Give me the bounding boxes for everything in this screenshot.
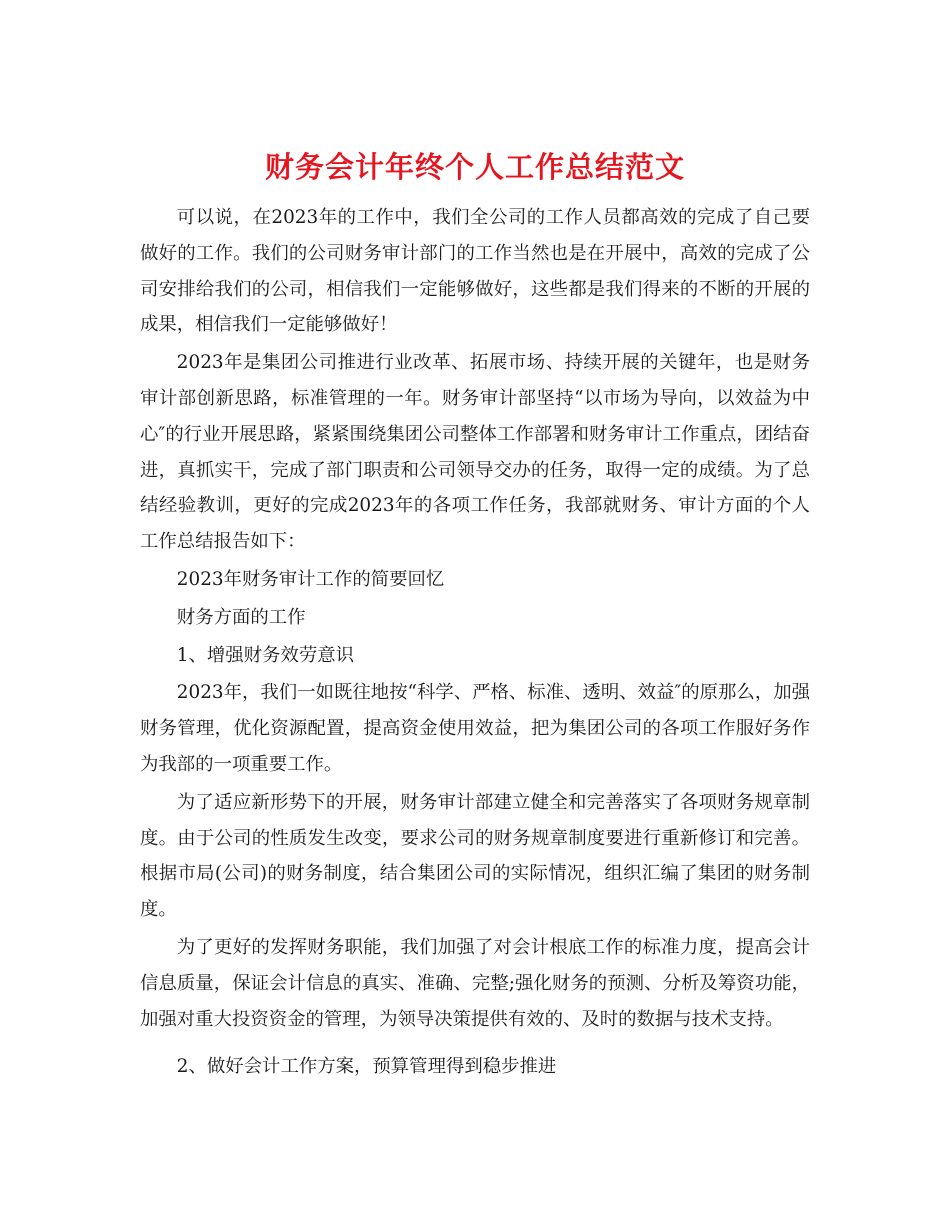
- subsection-heading-budget: 2、做好会计工作方案，预算管理得到稳步推进: [176, 1056, 557, 1078]
- paragraph-regulations: 为了适应新形势下的开展，财务审计部建立健全和完善落实了各项财务规章制度。由于公司的性质发生改变，要求公司的财务规章制度要进行重新修订和完善。根据市局(公司)的财务制度，结合集团公司的实际情况，组织汇编了集团的财务制度。: [140, 791, 810, 921]
- paragraph-accounting: 为了更好的发挥财务职能，我们加强了对会计根底工作的标准力度，提高会计信息质量，保证会计信息的真实、准确、完整;强化财务的预测、分析及筹资功能，加强对重大投资资金的管理，为领导决策提供有效的、及时的数据与技术支持。: [140, 936, 810, 1030]
- paragraph-service: 2023年，我们一如既往地按“科学、严格、标准、透明、效益″的原那么，加强财务管理，优化资源配置，提高资金使用效益，把为集团公司的各项工作服好务作为我部的一项重要工作。: [140, 682, 810, 775]
- document-body: [140, 200, 810, 1085]
- document-title: 财务会计年终个人工作总结范文: [264, 150, 685, 185]
- subsection-heading-service: 1、增强财务效劳意识: [176, 644, 355, 666]
- paragraph-intro: 可以说，在2023年的工作中，我们全公司的工作人员都高效的完成了自己要做好的工作。我们的公司财务审计部门的工作当然也是在开展中，高效的完成了公司安排给我们的公司，相信我们一定能够做好，这些都是我们得来的不断的开展的成果，相信我们一定能够做好！: [140, 207, 810, 336]
- paragraph-overview: 2023年是集团公司推进行业改革、拓展市场、持续开展的关键年，也是财务审计部创新思路，标准管理的一年。财务审计部坚持“以市场为导向，以效益为中心″的行业开展思路，紧紧围绕集团公司整体工作部署和财务审计工作重点，团结奋进，真抓实干，完成了部门职责和公司领导交办的任务，取得一定的成绩。为了总结经验教训，更好的完成2023年的各项工作任务，我部就财务、审计方面的个人工作总结报告如下：: [140, 352, 810, 553]
- section-heading-review: 2023年财务审计工作的简要回忆: [176, 568, 445, 590]
- section-heading-finance: 财务方面的工作: [176, 606, 306, 628]
